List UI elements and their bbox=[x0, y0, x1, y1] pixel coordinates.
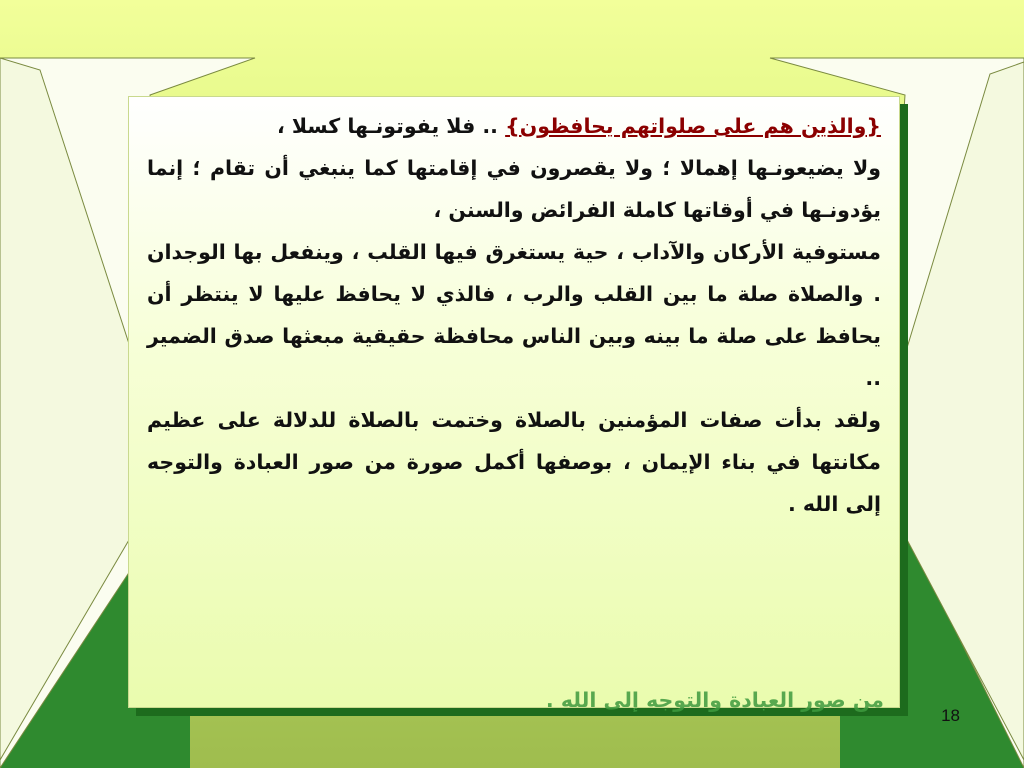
paragraph-3: ولقد بدأت صفات المؤمنين بالصلاة وختمت بالصلاة للدلالة على عظيم مكانتها في بناء الإيمان ، بوصفها أكمل صورة من صور العبادة والتوجه إلى الله . bbox=[147, 408, 881, 516]
opening-paragraph bbox=[147, 105, 881, 147]
body-text bbox=[147, 105, 881, 525]
overflow-text-shadow: من صور العبادة والتوجه إلى الله . bbox=[545, 688, 884, 712]
paragraph-1: ولا يضيعونـها إهمالا ؛ ولا يقصرون في إقامتها كما ينبغي أن تقام ؛ إنما يؤدونـها في أوقاتها كاملة الفرائض والسنن ، bbox=[147, 156, 881, 222]
paragraph-2: مستوفية الأركان والآداب ، حية يستغرق فيها القلب ، وينفعل بها الوجدان . والصلاة صلة ما بين القلب والرب ، فالذي لا يحافظ عليها لا ينتظر أن يحافظ على صلة ما بينه وبين الناس محافظة حقيقية مبعثها صدق الضمير .. bbox=[147, 240, 881, 390]
text-panel bbox=[128, 96, 900, 708]
quran-quote: {والذين هم على صلواتهم يحافظون} bbox=[505, 114, 881, 138]
slide-number: 18 bbox=[941, 706, 960, 725]
quote-continuation: .. فلا يفوتونـها كسلا ، bbox=[276, 114, 506, 138]
